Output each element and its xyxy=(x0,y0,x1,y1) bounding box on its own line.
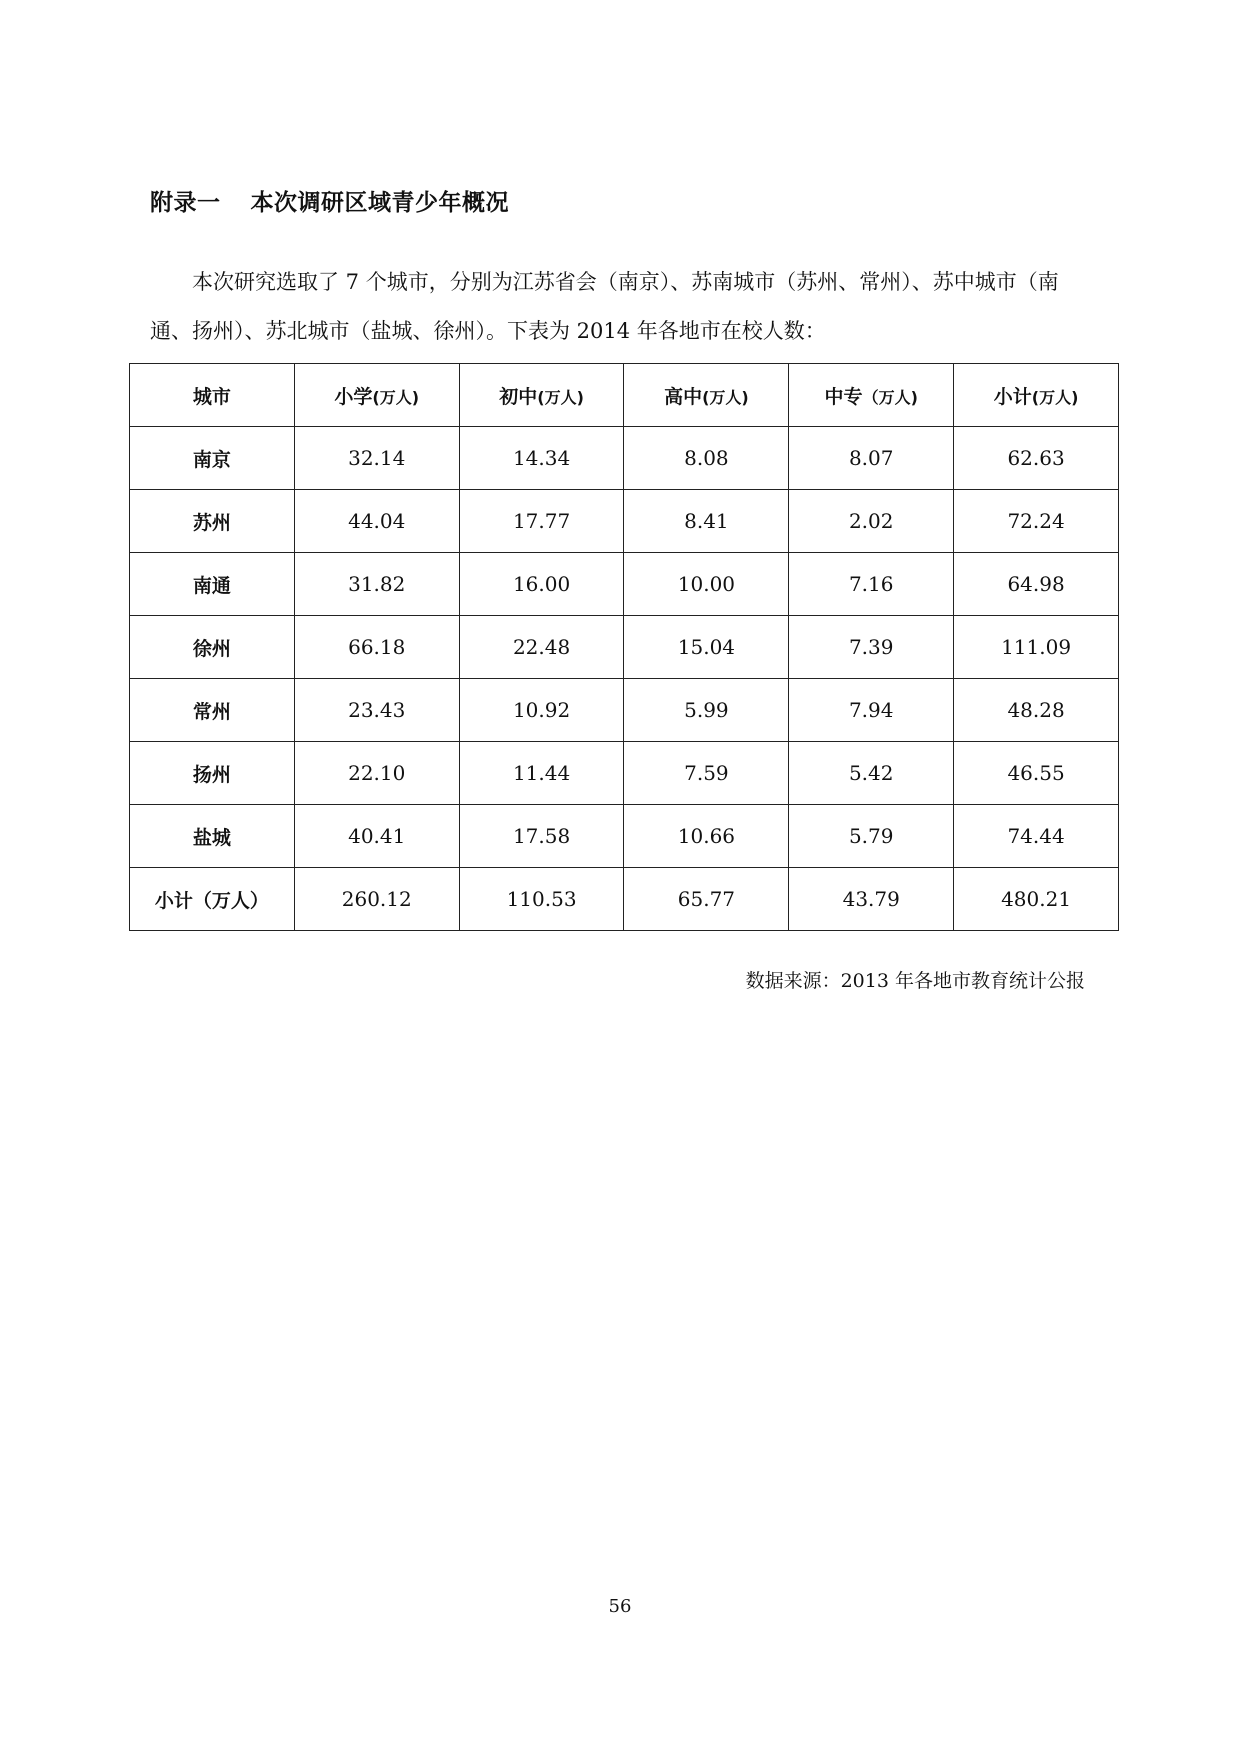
table-row xyxy=(130,805,1119,868)
value-cell: 5.42 xyxy=(789,742,954,805)
table-header-row xyxy=(130,364,1119,427)
value-cell: 65.77 xyxy=(624,868,789,931)
value-cell: 17.77 xyxy=(459,490,624,553)
value-cell: 111.09 xyxy=(954,616,1119,679)
table-row xyxy=(130,742,1119,805)
value-cell: 260.12 xyxy=(294,868,459,931)
value-cell: 14.34 xyxy=(459,427,624,490)
value-cell: 22.48 xyxy=(459,616,624,679)
header-junior-high: 初中(万人) xyxy=(459,364,624,427)
city-cell: 盐城 xyxy=(130,805,295,868)
header-subtotal: 小计(万人) xyxy=(954,364,1119,427)
value-cell: 48.28 xyxy=(954,679,1119,742)
table-row xyxy=(130,679,1119,742)
value-cell: 44.04 xyxy=(294,490,459,553)
table-row xyxy=(130,868,1119,931)
data-source-note: 数据来源：2013 年各地市教育统计公报 xyxy=(745,970,1085,992)
value-cell: 8.07 xyxy=(789,427,954,490)
value-cell: 2.02 xyxy=(789,490,954,553)
value-cell: 8.08 xyxy=(624,427,789,490)
value-cell: 16.00 xyxy=(459,553,624,616)
intro-paragraph xyxy=(150,258,1090,356)
city-cell: 小计（万人） xyxy=(130,868,295,931)
value-cell: 5.79 xyxy=(789,805,954,868)
paragraph-line-2: 通、扬州）、苏北城市（盐城、徐州）。下表为 2014 年各地市在校人数： xyxy=(150,319,826,343)
section-heading xyxy=(150,184,509,217)
value-cell: 62.63 xyxy=(954,427,1119,490)
table-row xyxy=(130,553,1119,616)
value-cell: 7.59 xyxy=(624,742,789,805)
value-cell: 5.99 xyxy=(624,679,789,742)
paragraph-line-1: 本次研究选取了 7 个城市，分别为江苏省会（南京）、苏南城市（苏州、常州）、苏中城市（南 xyxy=(192,270,1059,294)
value-cell: 7.94 xyxy=(789,679,954,742)
value-cell: 11.44 xyxy=(459,742,624,805)
value-cell: 17.58 xyxy=(459,805,624,868)
value-cell: 40.41 xyxy=(294,805,459,868)
table-row xyxy=(130,427,1119,490)
value-cell: 10.66 xyxy=(624,805,789,868)
header-senior-high: 高中(万人) xyxy=(624,364,789,427)
value-cell: 23.43 xyxy=(294,679,459,742)
value-cell: 43.79 xyxy=(789,868,954,931)
value-cell: 32.14 xyxy=(294,427,459,490)
value-cell: 72.24 xyxy=(954,490,1119,553)
value-cell: 10.00 xyxy=(624,553,789,616)
value-cell: 10.92 xyxy=(459,679,624,742)
value-cell: 74.44 xyxy=(954,805,1119,868)
header-primary: 小学(万人) xyxy=(294,364,459,427)
city-cell: 扬州 xyxy=(130,742,295,805)
value-cell: 7.16 xyxy=(789,553,954,616)
city-cell: 南通 xyxy=(130,553,295,616)
value-cell: 31.82 xyxy=(294,553,459,616)
value-cell: 66.18 xyxy=(294,616,459,679)
value-cell: 15.04 xyxy=(624,616,789,679)
city-cell: 徐州 xyxy=(130,616,295,679)
appendix-label: 附录一 xyxy=(150,190,221,216)
table-row xyxy=(130,616,1119,679)
city-cell: 南京 xyxy=(130,427,295,490)
value-cell: 110.53 xyxy=(459,868,624,931)
value-cell: 480.21 xyxy=(954,868,1119,931)
student-count-table xyxy=(129,363,1119,931)
city-cell: 常州 xyxy=(130,679,295,742)
table-row xyxy=(130,490,1119,553)
city-cell: 苏州 xyxy=(130,490,295,553)
value-cell: 7.39 xyxy=(789,616,954,679)
value-cell: 46.55 xyxy=(954,742,1119,805)
page-number: 56 xyxy=(608,1596,632,1617)
value-cell: 8.41 xyxy=(624,490,789,553)
section-title: 本次调研区域青少年概况 xyxy=(250,190,509,216)
header-city: 城市 xyxy=(130,364,295,427)
value-cell: 22.10 xyxy=(294,742,459,805)
header-vocational: 中专（万人) xyxy=(789,364,954,427)
value-cell: 64.98 xyxy=(954,553,1119,616)
